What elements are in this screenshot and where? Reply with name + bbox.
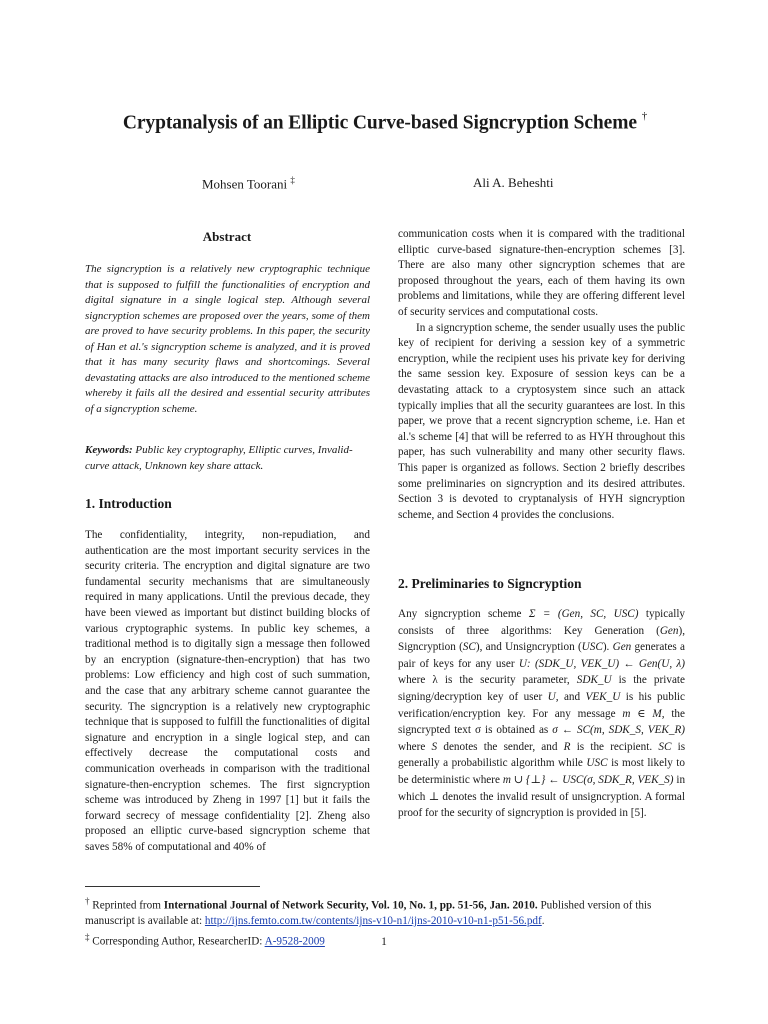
s2-math: m ∈ M, <box>622 707 665 720</box>
s2-term: S <box>431 740 438 753</box>
s2-math: m ∪ {⊥} ← USC(σ, SDK_R, VEK_S) <box>502 773 674 786</box>
s2-text: Any signcryption scheme <box>398 608 522 620</box>
paper-title <box>40 112 730 135</box>
section-2-text <box>398 606 685 822</box>
s2-text: and <box>563 690 581 703</box>
footnote-1-mark: † <box>85 896 90 906</box>
keywords <box>85 443 370 474</box>
s2-text: ), Signcryption ( <box>398 624 685 654</box>
footnote-1 <box>85 894 690 930</box>
s2-text: generates a pair of keys for any user <box>398 641 686 670</box>
author-1 <box>202 175 295 192</box>
s2-text: in which ⊥ denotes the invalid result of unsigncryption. A formal proof for the security of signcryption is provided in [5]. <box>398 773 686 820</box>
footnote-2-text: Corresponding Author, ResearcherID: <box>92 935 263 948</box>
author-1-mark: ‡ <box>290 175 295 185</box>
s2-math: σ ← SC(m, SDK_S, VEK_R) <box>552 724 686 737</box>
author-2-name: Ali A. Beheshti <box>473 175 554 190</box>
s2-math: SDK_U <box>576 674 612 687</box>
section-1-heading: 1. Introduction <box>85 496 172 511</box>
footnote-1-link[interactable]: http://ijns.femto.com.tw/contents/ijns-v10-n1/ijns-2010-v10-n1-p51-56.pdf <box>204 915 542 928</box>
researcher-id-link[interactable]: A-9528-2009 <box>264 935 325 948</box>
page-number: 1 <box>381 936 387 948</box>
footnote-1-citation: International Journal of Network Security, Vol. 10, No. 1, pp. 51-56, Jan. 2010. <box>163 899 538 912</box>
footnote-1-text-2: Published version of this manuscript is available at: <box>85 899 652 928</box>
s2-text: where λ is the security parameter, <box>398 674 570 687</box>
footnote-2-mark: ‡ <box>85 931 90 942</box>
s2-math: (SDK_U, VEK_U) ← Gen(U, λ) <box>534 657 685 670</box>
s2-term: SC <box>658 740 672 753</box>
s2-text: is his public verification/encryption key. For any message <box>398 690 686 720</box>
footnote-divider <box>85 886 260 887</box>
section-1-right-text <box>398 227 685 523</box>
footnote-1-end: . <box>541 915 545 928</box>
s2-text: typically consists of three algorithms: Key Generation ( <box>398 608 686 637</box>
s2-text: is the recipient. <box>576 740 653 753</box>
s2-term: Gen <box>612 641 632 654</box>
abstract-text: The signcryption is a relatively new cryptographic technique that is supposed to fulfill the functionalities of encryption and digital signature in a single logical step. Although several signcryption schemes are proposed over the years, some of them are proved to have security problems. In this paper, the security of Han et al.'s signcryption scheme is analyzed, and it is proved that it has many security flaws and shortcomings. Several devastating attacks are also introduced to the mentioned scheme whereby it fails all the desired and essential security attributes of a signcryption scheme. <box>85 263 370 415</box>
keywords-text: Public key cryptography, Elliptic curves, Invalid-curve attack, Unknown key share attack. <box>85 444 353 472</box>
title-text: Cryptanalysis of an Elliptic Curve-based Signcryption Scheme <box>122 112 637 134</box>
section-1-left-text: The confidentiality, integrity, non-repudiation, and authentication are the most important security services in the security criteria. The encryption and digital signature are two fundamental security mechanisms that are simultaneously required in many applications. Until the previous decade, they have been viewed as important but distinct building blocks of various cryptographic systems. In public key schemes, a traditional method is to digitally sign a message then followed by an encryption (signature-then-encryption) that has two problems: Low efficiency and high cost of such summation, and the case that any arbitrary scheme cannot guarantee the security. The signcryption is a relatively new cryptographic technique that is supposed to fulfill the functionalities of digital signature and encryption in a single logical step, and can effectively decrease the computational costs and communication overheads in comparison with the traditional signature-then-encryption schemes. The first signcryption scheme was introduced by Zheng in 1997 [1] but it fails the forward secrecy of message confidentiality [2]. Zheng also proposed an elliptic curve-based signcryption scheme that saves 58% of computational and 40% of <box>85 529 370 853</box>
title-footnote-mark: † <box>641 110 648 122</box>
s2-term: USC <box>586 757 608 770</box>
s2-term: U: <box>518 657 531 670</box>
s2-math: Σ = (Gen, SC, USC) <box>528 608 639 620</box>
s2-text: the signcrypted text σ is obtained as <box>398 707 685 737</box>
s2-text: ). <box>602 641 610 654</box>
s2-term: Gen <box>659 624 679 637</box>
s2-math: VEK_U <box>585 690 621 703</box>
s2-text: where <box>398 740 426 753</box>
intro-paragraph-1: communication costs when it is compared with the traditional elliptic curve-based signature-then-encryption schemes [3]. There are also many other signcryption schemes that are proposed throughout the years, each of them having its own problems and limitations, while they are offering different level of security services and computational costs. <box>398 228 685 318</box>
s2-term: R <box>563 740 571 753</box>
s2-text: is generally a probabilistic algorithm while <box>398 740 686 770</box>
abstract-heading: Abstract <box>202 229 252 244</box>
s2-text: is the private signing/decryption key of user <box>398 674 685 703</box>
intro-paragraph-2: In a signcryption scheme, the sender usually uses the public key of recipient for deriving a session key of a symmetric encryption, while the recipient uses his private key for deriving the same session key. Exposure of session keys can be a devastating attack to a cryptosystem since such an attack typically implies that all the security guarantees are lost. In this paper, we prove that a recent signcryption scheme, i.e. Han et al.'s scheme [4] that will be referred to as HYH throughout this paper, has such vulnerability and many other security flaws. This paper is organized as follows. Section 2 briefly describes some preliminaries on signcryption and its desired attributes. Section 3 is devoted to cryptanalysis of HYH signcryption scheme, and Section 4 provides the conclusions. <box>398 321 685 521</box>
s2-term: SC <box>462 641 476 654</box>
section-2-heading: 2. Preliminaries to Signcryption <box>398 576 582 591</box>
author-1-name: Mohsen Toorani <box>202 176 288 192</box>
s2-text: denotes the sender, and <box>443 740 558 753</box>
footnote-1-text: Reprinted from <box>92 899 161 912</box>
s2-text: is most likely to be deterministic where <box>398 757 686 786</box>
s2-term: U, <box>547 690 559 703</box>
keywords-label: Keywords: <box>85 444 133 456</box>
s2-term: USC <box>581 641 603 654</box>
author-2 <box>473 175 554 191</box>
s2-text: ), and Unsigncryption ( <box>475 641 582 654</box>
